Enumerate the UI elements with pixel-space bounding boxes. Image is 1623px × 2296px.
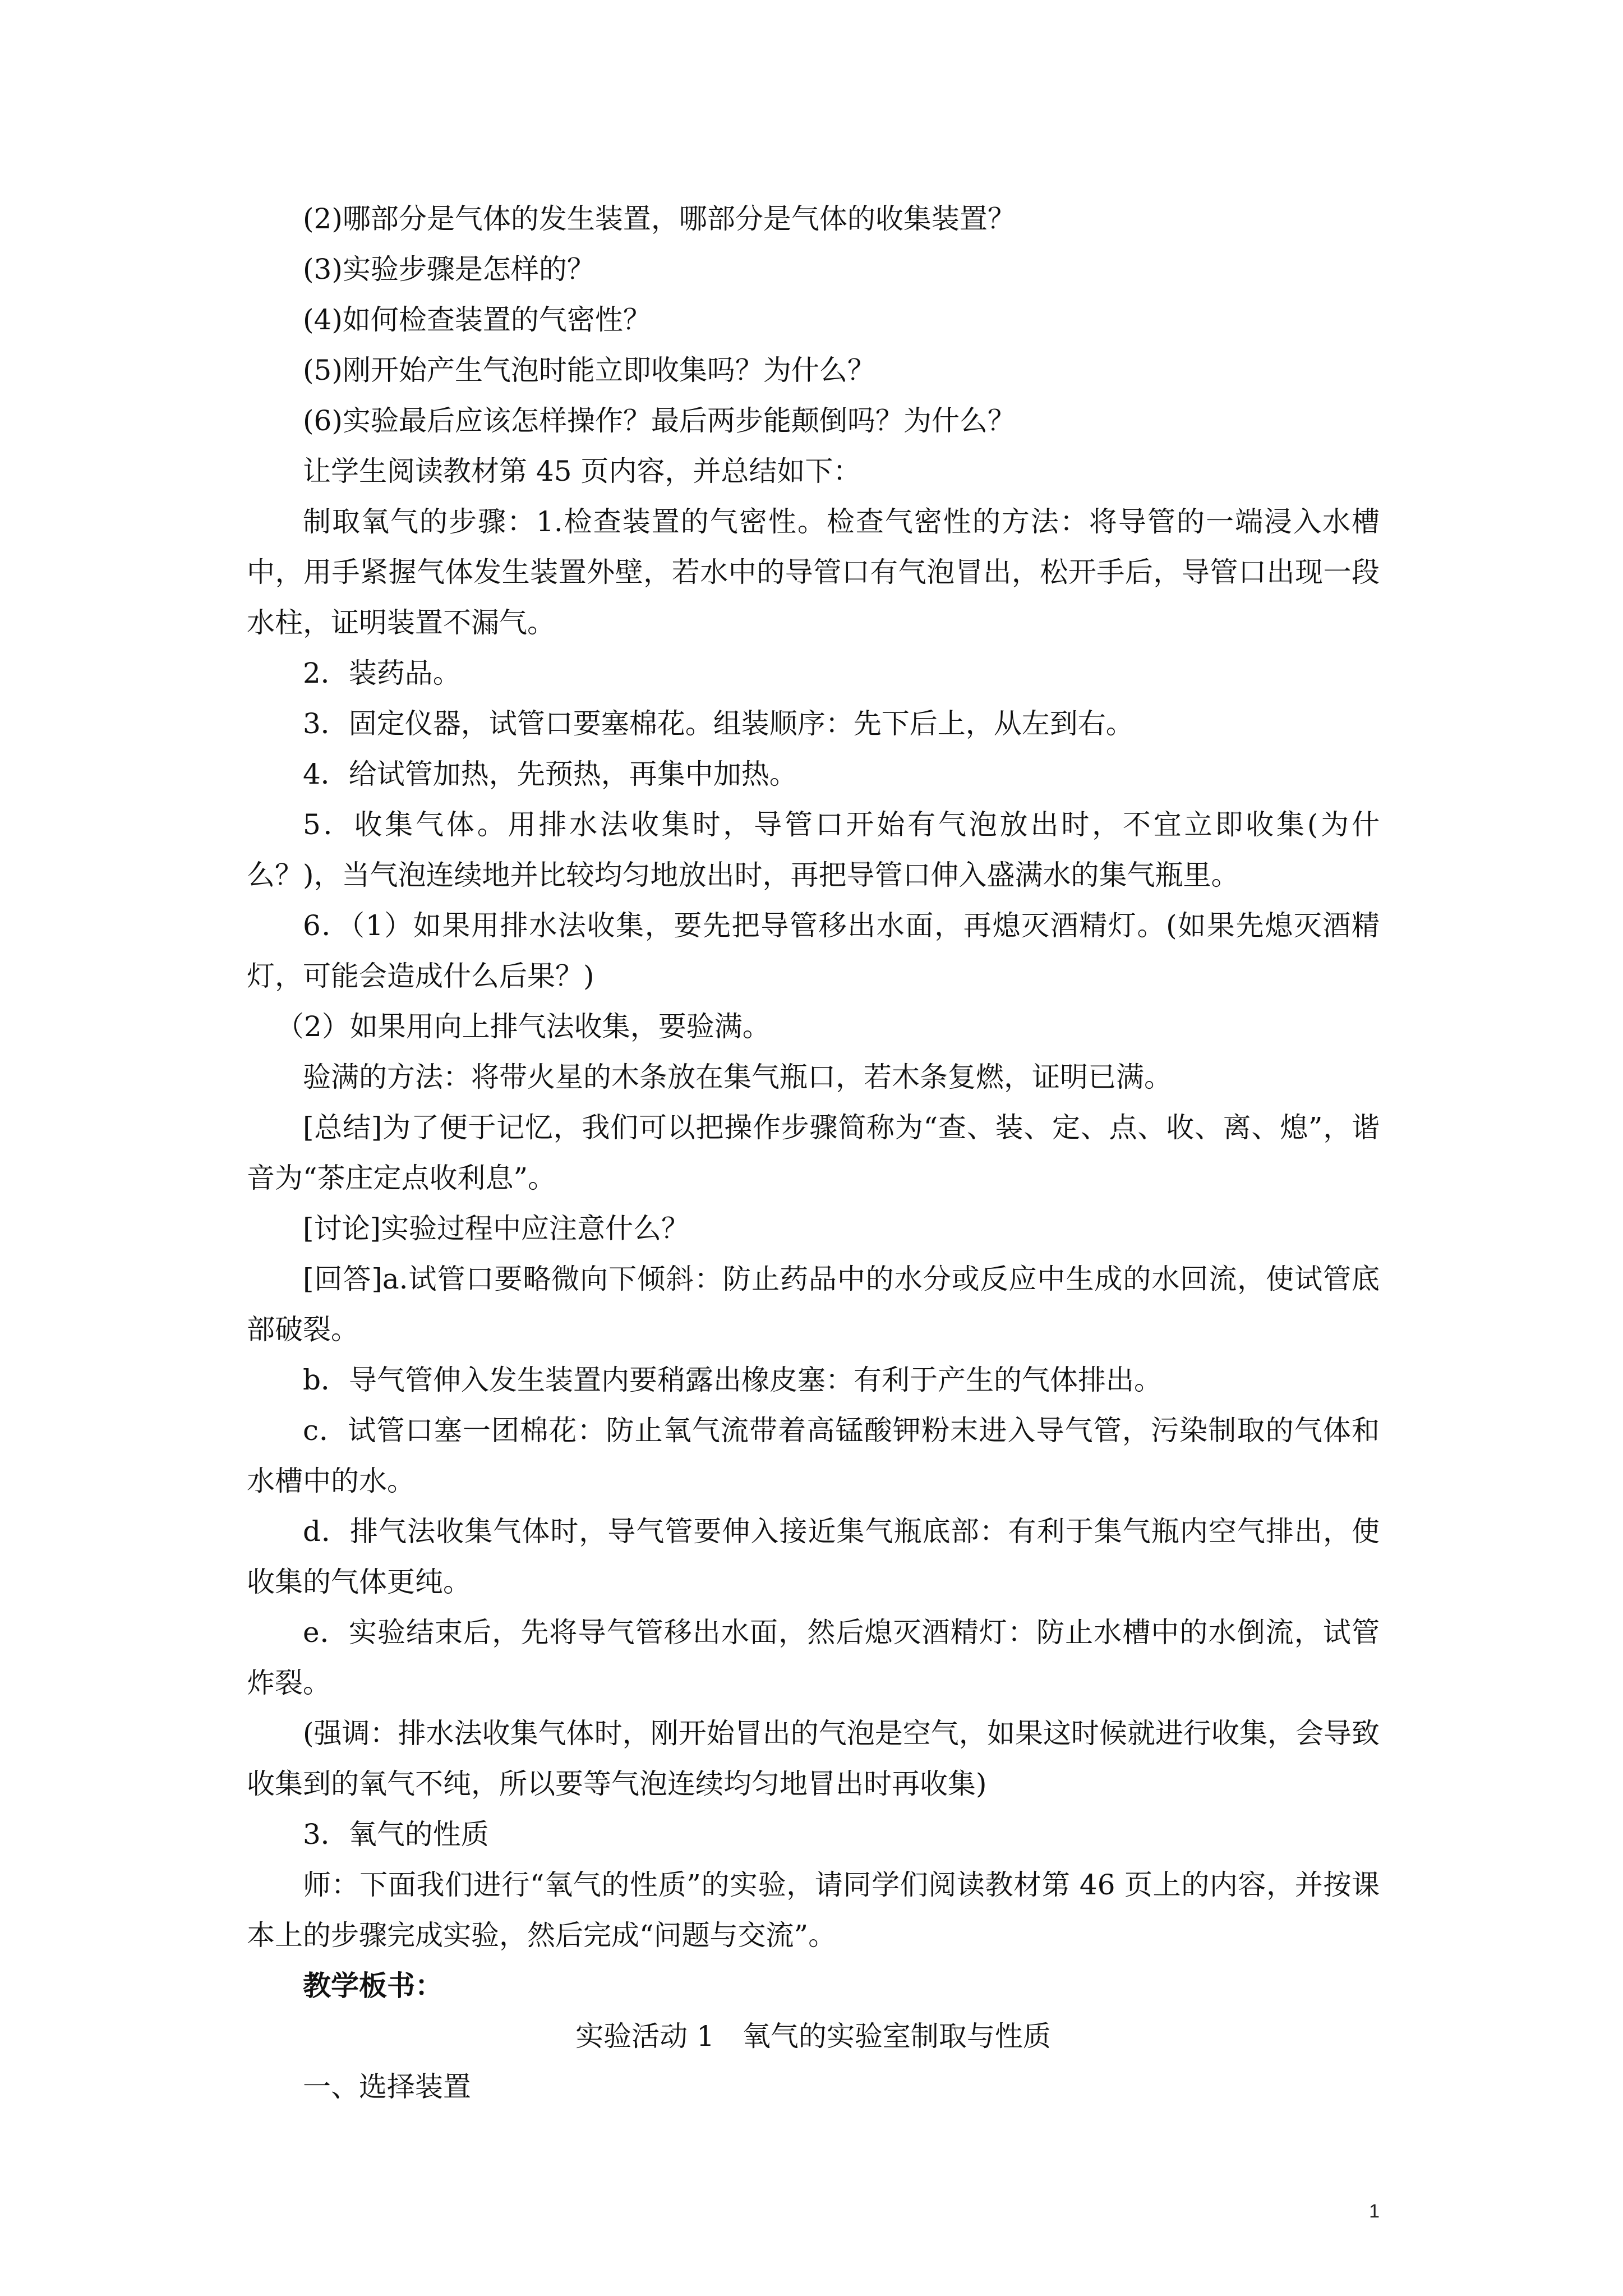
question-6: (6)实验最后应该怎样操作？最后两步能颠倒吗？为什么？ [303, 404, 1016, 437]
reading-instruction: 让学生阅读教材第 45 页内容，并总结如下： [303, 455, 861, 487]
procedure-step-4: 4．给试管加热，先预热，再集中加热。 [303, 758, 797, 790]
emphasis-note: (强调：排水法收集气体时，刚开始冒出的气泡是空气，如果这时候就进行收集，会导致收集到的氧气不纯，所以要等气泡连续均匀地冒出时再收集) [247, 1717, 1380, 1800]
procedure-step-3: 3．固定仪器，试管口要塞棉花。组装顺序：先下后上，从左到右。 [303, 707, 1134, 740]
answer-e: e．实验结束后，先将导气管移出水面，然后熄灭酒精灯：防止水槽中的水倒流，试管炸裂。 [247, 1616, 1380, 1699]
summary-paragraph: [总结]为了便于记忆，我们可以把操作步骤简称为“查、装、定、点、收、离、熄”，谐音为“茶庄定点收利息”。 [247, 1111, 1380, 1194]
answer-a: [回答]a.试管口要略微向下倾斜：防止药品中的水分或反应中生成的水回流，使试管底部破裂。 [247, 1263, 1380, 1346]
answer-b: b．导气管伸入发生装置内要稍露出橡皮塞：有利于产生的气体排出。 [303, 1364, 1163, 1396]
procedure-step-5: 5．收集气体。用排水法收集时，导管口开始有气泡放出时，不宜立即收集(为什么？)，当气泡连续地并比较均匀地放出时，再把导管口伸入盛满水的集气瓶里。 [247, 808, 1380, 891]
procedure-step-2: 2．装药品。 [303, 657, 461, 689]
board-item-1: 一、选择装置 [303, 2070, 471, 2103]
question-4: (4)如何检查装置的气密性？ [303, 303, 651, 336]
question-2: (2)哪部分是气体的发生装置，哪部分是气体的收集装置？ [303, 203, 1016, 235]
teacher-instruction: 师：下面我们进行“氧气的性质”的实验，请同学们阅读教材第 46 页上的内容，并按课本上的步骤完成实验，然后完成“问题与交流”。 [247, 1869, 1380, 1952]
page-number: 1 [1369, 2201, 1380, 2222]
verify-method: 验满的方法：将带火星的木条放在集气瓶口，若木条复燃，证明已满。 [303, 1061, 1172, 1093]
page-body [247, 194, 1380, 2112]
procedure-step-6-part-2: （2）如果用向上排气法收集，要验满。 [276, 1010, 771, 1043]
answer-c: c．试管口塞一团棉花：防止氧气流带着高锰酸钾粉末进入导气管，污染制取的气体和水槽中的水。 [247, 1414, 1380, 1497]
question-3: (3)实验步骤是怎样的？ [303, 253, 595, 286]
procedure-step-1: 制取氧气的步骤：1.检查装置的气密性。检查气密性的方法：将导管的一端浸入水槽中，用手紧握气体发生装置外壁，若水中的导管口有气泡冒出，松开手后，导管口出现一段水柱，证明装置不漏气。 [247, 505, 1380, 639]
question-5: (5)刚开始产生气泡时能立即收集吗？为什么？ [303, 354, 875, 386]
board-title: 实验活动 1 氧气的实验室制取与性质 [575, 2020, 1051, 2053]
procedure-step-6: 6．（1）如果用排水法收集，要先把导管移出水面，再熄灭酒精灯。(如果先熄灭酒精灯，可能会造成什么后果？) [247, 909, 1380, 992]
discussion-paragraph: [讨论]实验过程中应注意什么？ [303, 1212, 690, 1245]
answer-d: d．排气法收集气体时，导气管要伸入接近集气瓶底部：有利于集气瓶内空气排出，使收集的气体更纯。 [247, 1515, 1380, 1598]
board-label: 教学板书： [303, 1969, 443, 2002]
section-heading-3: 3．氧气的性质 [303, 1818, 489, 1851]
